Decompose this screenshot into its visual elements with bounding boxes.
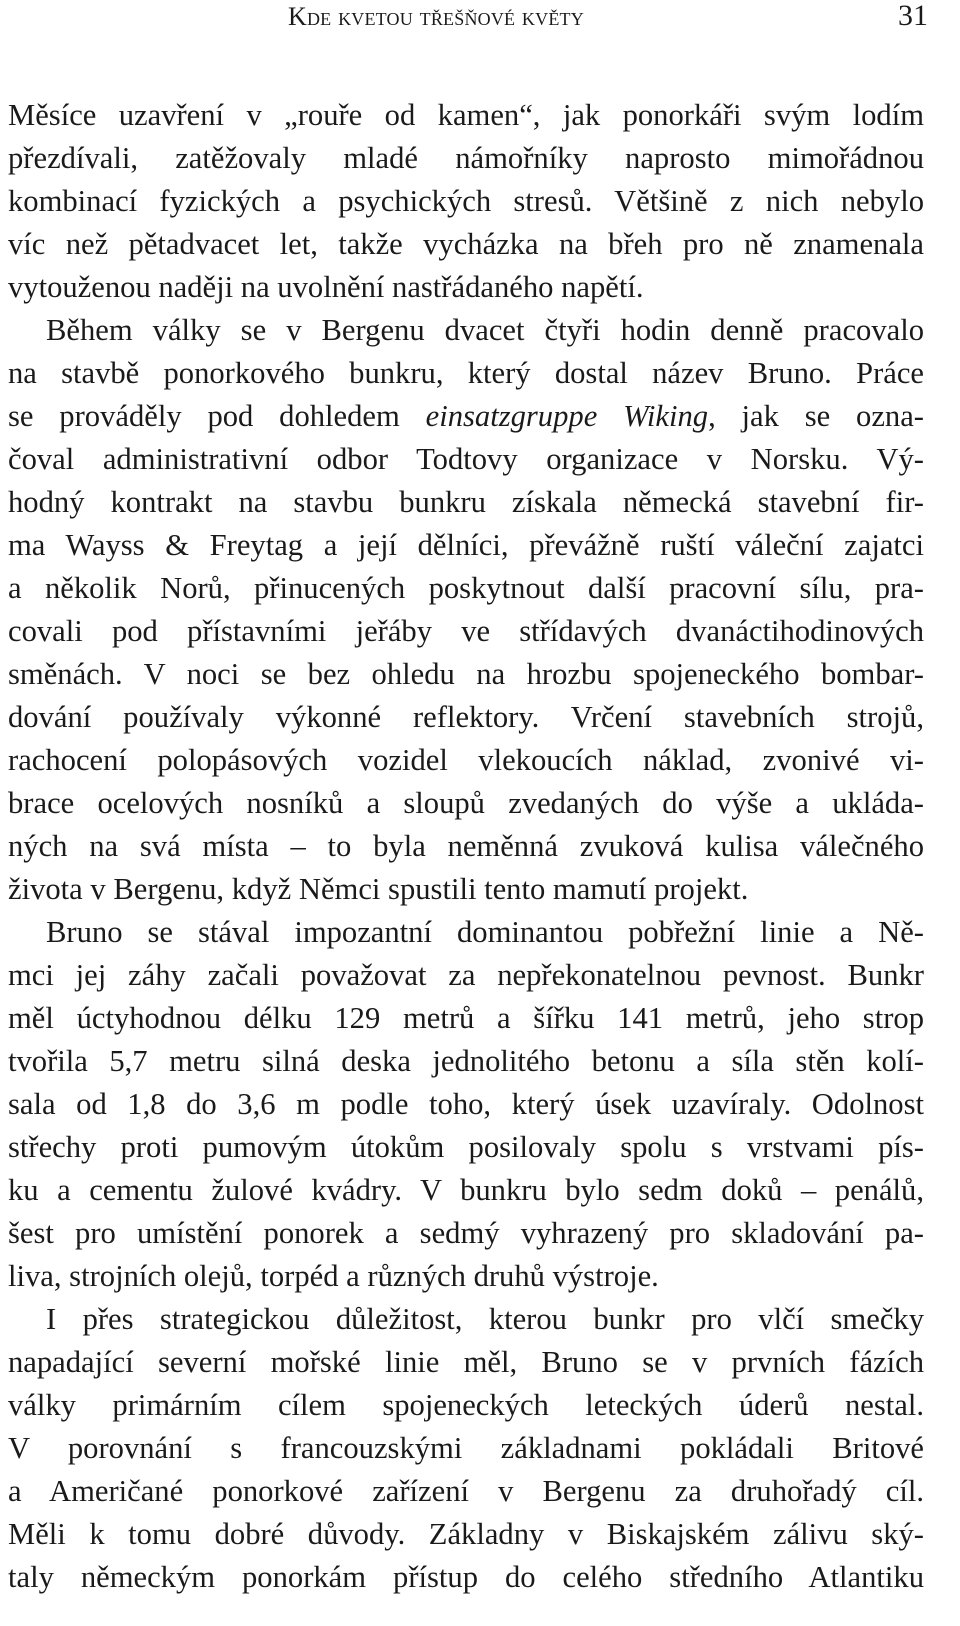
text-line xyxy=(8,868,924,911)
text-line xyxy=(8,1427,924,1470)
text-run: a Američané ponorkové zařízení v Bergenu za druhořadý cíl. xyxy=(8,1474,924,1508)
text-run: čoval administrativní odbor Todtovy organizace v Norsku. Vý- xyxy=(8,442,924,476)
text-line xyxy=(8,438,924,481)
text-line xyxy=(8,1255,924,1298)
text-run: tvořila 5,7 metru silná deska jednolitého betonu a síla stěn kolí- xyxy=(8,1044,924,1078)
running-title: Kde kvetou třešňové květy xyxy=(288,2,584,31)
text-run: měl úctyhodnou délku 129 metrů a šířku 141 metrů, jeho strop xyxy=(8,1001,924,1035)
text-run: vytouženou naději na uvolnění nastřádaného napětí. xyxy=(8,270,644,304)
text-run: sala od 1,8 do 3,6 m podle toho, který úsek uzavíraly. Odolnost xyxy=(8,1087,924,1121)
text-run: střechy proti pumovým útokům posilovaly spolu s vrstvami pís- xyxy=(8,1130,924,1164)
text-line xyxy=(8,610,924,653)
text-run: ku a cementu žulové kvádry. V bunkru bylo sedm doků – penálů, xyxy=(8,1173,924,1207)
text-run: mci jej záhy začali považovat za nepřekonatelnou pevnost. Bunkr xyxy=(8,958,924,992)
text-run: liva, strojních olejů, torpéd a různých druhů výstroje. xyxy=(8,1259,659,1293)
text-line xyxy=(8,1384,924,1427)
text-run: V porovnání s francouzskými základnami pokládali Britové xyxy=(8,1431,924,1465)
text-line xyxy=(8,653,924,696)
paragraph xyxy=(8,911,924,1298)
text-line xyxy=(8,1083,924,1126)
text-run: ma Wayss & Freytag a její dělníci, převážně ruští váleční zajatci xyxy=(8,528,924,562)
paragraph xyxy=(8,309,924,911)
text-run: ných na svá místa – to byla neměnná zvuková kulisa válečného xyxy=(8,829,924,863)
text-line xyxy=(8,524,924,567)
text-line xyxy=(8,137,924,180)
text-run: I přes strategickou důležitost, kterou bunkr pro vlčí smečky xyxy=(46,1302,924,1336)
text-line xyxy=(8,825,924,868)
text-run: napadající severní mořské linie měl, Bruno se v prvních fázích xyxy=(8,1345,924,1379)
text-run: dování používaly výkonné reflektory. Vrčení stavebních strojů, xyxy=(8,700,924,734)
text-line xyxy=(8,782,924,825)
text-run: Měli k tomu dobré důvody. Základny v Biskajském zálivu ský- xyxy=(8,1517,924,1551)
text-run: víc než pětadvacet let, takže vycházka na břeh pro ně znamenala xyxy=(8,227,924,261)
text-line xyxy=(8,1341,924,1384)
running-header xyxy=(8,0,928,44)
text-line xyxy=(8,911,924,954)
text-line xyxy=(8,567,924,610)
text-line xyxy=(8,223,924,266)
text-line xyxy=(8,696,924,739)
text-run: covali pod přístavními jeřáby ve střídavých dvanáctihodinových xyxy=(8,614,924,648)
text-run: , jak se ozna- xyxy=(708,399,924,433)
page-number: 31 xyxy=(898,0,928,32)
text-line xyxy=(8,1470,924,1513)
text-run: šest pro umístění ponorek a sedmý vyhrazený pro skladování pa- xyxy=(8,1216,924,1250)
text-line xyxy=(8,1212,924,1255)
text-line xyxy=(8,954,924,997)
text-line xyxy=(8,1169,924,1212)
text-line xyxy=(8,1126,924,1169)
italic-term: einsatzgruppe Wiking xyxy=(425,399,709,433)
text-run: války primárním cílem spojeneckých leteckých úderů nestal. xyxy=(8,1388,924,1422)
text-run: a několik Norů, přinucených poskytnout další pracovní sílu, pra- xyxy=(8,571,924,605)
text-line xyxy=(8,739,924,782)
text-line xyxy=(8,1513,924,1556)
text-line xyxy=(8,1298,924,1341)
text-run: Měsíce uzavření v „rouře od kamen“, jak ponorkáři svým lodím xyxy=(8,98,924,132)
paragraph xyxy=(8,1298,924,1599)
text-line xyxy=(8,352,924,395)
text-run: Během války se v Bergenu dvacet čtyři hodin denně pracovalo xyxy=(46,313,924,347)
text-run: směnách. V noci se bez ohledu na hrozbu spojeneckého bombar- xyxy=(8,657,924,691)
text-line xyxy=(8,180,924,223)
text-line xyxy=(8,266,924,309)
text-line xyxy=(8,1040,924,1083)
text-line xyxy=(8,395,924,438)
text-run: brace ocelových nosníků a sloupů zvedaných do výše a ukláda- xyxy=(8,786,924,820)
text-run: na stavbě ponorkového bunkru, který dostal název Bruno. Práce xyxy=(8,356,924,390)
text-line xyxy=(8,309,924,352)
text-run: hodný kontrakt na stavbu bunkru získala německá stavební fir- xyxy=(8,485,924,519)
text-line xyxy=(8,481,924,524)
text-run: taly německým ponorkám přístup do celého středního Atlantiku xyxy=(8,1560,924,1594)
text-run: se prováděly pod dohledem xyxy=(8,399,426,433)
text-run: rachocení polopásových vozidel vlekoucích náklad, zvonivé vi- xyxy=(8,743,924,777)
text-run: přezdívali, zatěžovaly mladé námořníky naprosto mimořádnou xyxy=(8,141,924,175)
text-line xyxy=(8,94,924,137)
text-run: Bruno se stával impozantní dominantou pobřežní linie a Ně- xyxy=(46,915,924,949)
body-text xyxy=(8,94,924,1599)
text-run: kombinací fyzických a psychických stresů. Většině z nich nebylo xyxy=(8,184,924,218)
paragraph xyxy=(8,94,924,309)
text-line xyxy=(8,1556,924,1599)
text-run: života v Bergenu, když Němci spustili tento mamutí projekt. xyxy=(8,872,749,906)
text-line xyxy=(8,997,924,1040)
